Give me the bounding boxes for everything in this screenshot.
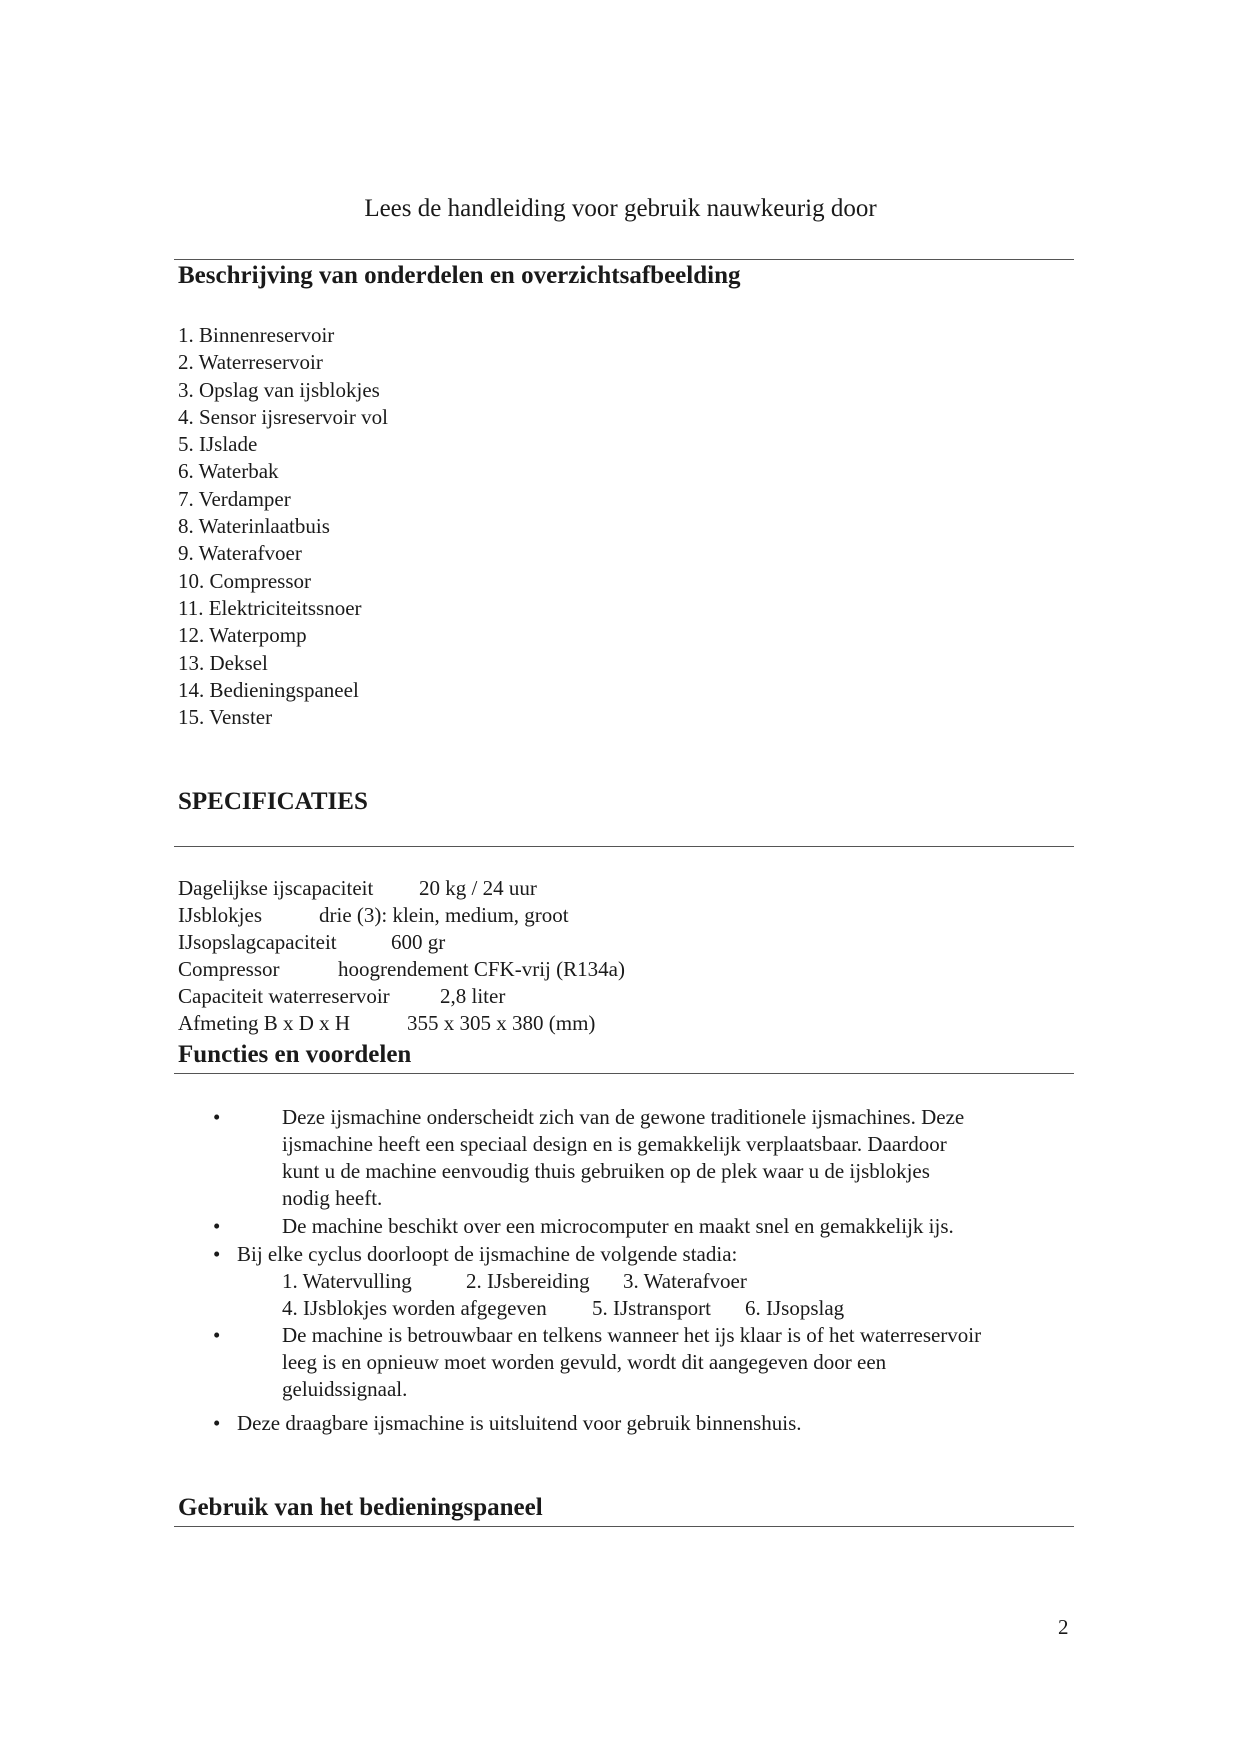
spec-value: drie (3): klein, medium, groot	[319, 903, 569, 927]
spec-label: IJsblokjes	[178, 903, 262, 927]
section-title-parts: Beschrijving van onderdelen en overzichtsafbeelding	[178, 262, 741, 289]
bullet-line: kunt u de machine eenvoudig thuis gebruiken op de plek waar u de ijsblokjes	[282, 1159, 930, 1183]
spec-row	[178, 929, 446, 956]
spec-value: hoogrendement CFK-vrij (R134a)	[338, 957, 625, 981]
stage-item: 2. IJsbereiding	[466, 1269, 590, 1293]
spec-label: IJsopslagcapaciteit	[178, 930, 337, 954]
list-item	[282, 1322, 981, 1403]
list-item: 3. Opslag van ijsblokjes	[178, 377, 380, 402]
spec-label: Capaciteit waterreservoir	[178, 984, 390, 1008]
bullet-line: nodig heeft.	[282, 1186, 383, 1210]
section-title-functions: Functies en voordelen	[178, 1041, 412, 1068]
spec-value: 355 x 305 x 380 (mm)	[407, 1011, 596, 1035]
intro-line: Lees de handleiding voor gebruik nauwkeurig door	[364, 195, 877, 222]
list-item: 8. Waterinlaatbuis	[178, 514, 330, 539]
bullet-icon: •	[213, 1105, 221, 1129]
spec-value: 600 gr	[391, 930, 446, 954]
page-number: 2	[1058, 1615, 1069, 1639]
bullet-icon: •	[213, 1323, 221, 1347]
list-item: Bij elke cyclus doorloopt de ijsmachine de volgende stadia:	[237, 1242, 738, 1266]
divider	[174, 1073, 1074, 1074]
bullet-icon: •	[213, 1242, 221, 1266]
spec-value: 2,8 liter	[440, 984, 506, 1008]
stage-item: 3. Waterafvoer	[623, 1269, 747, 1293]
bullet-line: De machine is betrouwbaar en telkens wanneer het ijs klaar is of het waterreservoir	[282, 1323, 982, 1347]
bullet-icon: •	[213, 1214, 221, 1238]
spec-label: Afmeting B x D x H	[178, 1011, 351, 1035]
spec-label: Compressor	[178, 957, 280, 981]
divider	[174, 846, 1074, 847]
bullet-line: leeg is en opnieuw moet worden gevuld, wordt dit aangegeven door een	[282, 1350, 887, 1374]
divider	[174, 1526, 1074, 1527]
spec-row	[178, 875, 537, 902]
list-item: 13. Deksel	[178, 650, 268, 675]
list-item: 10. Compressor	[178, 568, 311, 593]
spec-row	[178, 983, 506, 1010]
list-item: 7. Verdamper	[178, 486, 291, 511]
spec-label: Dagelijkse ijscapaciteit	[178, 876, 374, 900]
list-item: 11. Elektriciteitssnoer	[178, 595, 362, 620]
list-item: 6. Waterbak	[178, 459, 279, 484]
list-item: 5. IJslade	[178, 432, 258, 457]
bullet-icon: •	[213, 1411, 221, 1435]
list-item: 4. Sensor ijsreservoir vol	[178, 404, 388, 429]
stage-item: 5. IJstransport	[592, 1296, 711, 1320]
list-item: Deze draagbare ijsmachine is uitsluitend voor gebruik binnenshuis.	[237, 1411, 802, 1435]
list-item: 15. Venster	[178, 705, 273, 730]
spec-value: 20 kg / 24 uur	[419, 876, 537, 900]
spec-row	[178, 1010, 596, 1037]
spec-row	[178, 956, 625, 983]
list-item	[282, 1104, 964, 1212]
list-item: De machine beschikt over een microcomputer en maakt snel en gemakkelijk ijs.	[282, 1214, 954, 1238]
section-title-control-panel: Gebruik van het bedieningspaneel	[178, 1494, 543, 1521]
section-title-specs: SPECIFICATIES	[178, 788, 368, 815]
list-item: 12. Waterpomp	[178, 623, 307, 648]
list-item: 9. Waterafvoer	[178, 541, 302, 566]
bullet-line: Deze ijsmachine onderscheidt zich van de gewone traditionele ijsmachines. Deze	[282, 1105, 965, 1129]
bullet-line: geluidssignaal.	[282, 1377, 408, 1401]
stage-item: 4. IJsblokjes worden afgegeven	[282, 1296, 547, 1320]
stage-item: 6. IJsopslag	[745, 1296, 845, 1320]
bullet-line: ijsmachine heeft een speciaal design en is gemakkelijk verplaatsbaar. Daardoor	[282, 1132, 947, 1156]
stage-item: 1. Watervulling	[282, 1269, 412, 1293]
parts-list	[178, 322, 388, 731]
spec-row	[178, 902, 569, 929]
list-item: 14. Bedieningspaneel	[178, 677, 359, 702]
list-item: 1. Binnenreservoir	[178, 323, 335, 347]
list-item: 2. Waterreservoir	[178, 350, 323, 375]
